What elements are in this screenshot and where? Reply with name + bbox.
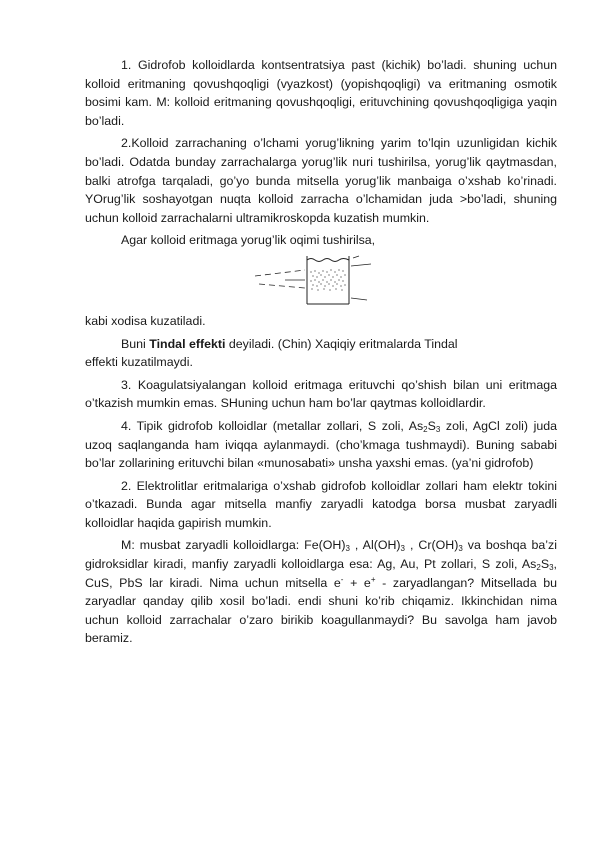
subscript: 2 xyxy=(423,424,428,434)
paragraph-3: Agar kolloid eritmaga yorug’lik oqimi tushirilsa, xyxy=(121,233,376,248)
subscript: 2 xyxy=(536,563,541,573)
tindal-effect-term: Tindal effekti xyxy=(149,336,226,351)
tyndall-figure xyxy=(85,250,557,312)
text-run: zoli, AgCl zoli) juda uzoq saqlanganda ham iviqqa aylanmaydi. (cho’kmaga tushmaydi). Buning sababi bo’lar zollarining erituvchi bilan «munosabati» unsha yaxshi emas. (ya’ni gidrofob) xyxy=(85,418,557,471)
tindal-rest: deyiladi. (Chin) Xaqiqiy eritmalarda Tindal xyxy=(225,336,458,351)
subscript: 3 xyxy=(549,563,554,573)
paragraph-7 xyxy=(85,417,557,473)
subscript: 3 xyxy=(435,424,441,434)
superscript: + xyxy=(370,574,376,584)
paragraph-1: 1. Gidrofob kolloidlarda kontsentratsiya past (kichik) bo’ladi. shuning uchun kolloid eritmaning qovushqoqligi (vyazkost) (yopishqoqligi) va eritmaning osmotik bosimi kam. M: kolloid eritmaning qovushqoqligi, erituvchining qovushqoqligiga yaqin bo’ladi. xyxy=(85,58,557,128)
paragraph-2: 2.Kolloid zarrachaning o’lchami yorug’likning yarim to’lqin uzunligidan kichik bo’ladi. Odatda bunday zarrachalarga yorug’lik nuri tushirilsa, yorug’lik qaytmasdan, balki atrofga tarqaladi, go’yo bunda mitsella yorug’lik manbaiga o’xshab ko’rinadi. YOrug’lik soshayotgan nuqta kolloid zarracha o’lchamidan juda >bo’ladi, shuning uchun kolloid zarrachalarni ultramikroskopda kuzatish mumkin. xyxy=(85,136,557,225)
text-run: va boshqa ba’zi gidroksidlar kiradi, manfiy zaryadli kolloidlarga esa: Ag, Au, Pt zollari, S zoli, As xyxy=(85,538,557,572)
paragraph-4: kabi xodisa kuzatiladi. xyxy=(85,313,206,328)
tindal-intro: Buni xyxy=(121,336,150,351)
subscript: 3 xyxy=(345,544,350,554)
text-run: S xyxy=(540,557,550,572)
text-run: M: musbat zaryadli kolloidlarga: Fe(OH) xyxy=(121,538,346,553)
text-run: , CuS, PbS lar kiradi. Nima uchun mitsella e xyxy=(85,557,557,590)
text-run: - zaryadlangan? Mitsellada bu zaryadlar qanday qilib xosil bo’ladi. endi shuni ko’rib chiqamiz. Ikkinchidan nima uchun kolloid zarrachalar o’zaro birikib koagullanmaydi? Bu savolga ham javob beramiz. xyxy=(85,575,557,646)
text-run: , Al(OH) xyxy=(349,538,401,553)
document-page xyxy=(85,56,557,648)
paragraph-8: 2. Elektrolitlar eritmalariga o’xshab gidrofob kolloidlar zollari ham elektr tokini o’tkazadi. Bunda agar mitsella manfiy zaryadli katodga borsa musbat zaryadli kolloidlar haqida gapirish mumkin. xyxy=(85,478,557,530)
superscript: - xyxy=(340,574,344,584)
subscript: 3 xyxy=(400,544,405,554)
text-run: S xyxy=(427,418,436,433)
paragraph-5-continued: effekti kuzatilmaydi. xyxy=(85,355,193,370)
tyndall-diagram-icon xyxy=(255,250,385,310)
text-run: + e xyxy=(343,575,371,590)
text-run: , Cr(OH) xyxy=(405,538,459,553)
paragraph-6: 3. Koagulatsiyalangan kolloid eritmaga erituvchi qo’shish bilan uni eritmaga o’tkazish mumkin emas. SHuning uchun ham bo’lar qaytmas kolloidlardir. xyxy=(85,377,557,411)
paragraph-9 xyxy=(85,536,557,648)
paragraph-5 xyxy=(85,335,557,354)
text-run: 4. Tipik gidrofob kolloidlar (metallar zollari, S zoli, As xyxy=(121,418,424,433)
subscript: 3 xyxy=(458,544,463,554)
